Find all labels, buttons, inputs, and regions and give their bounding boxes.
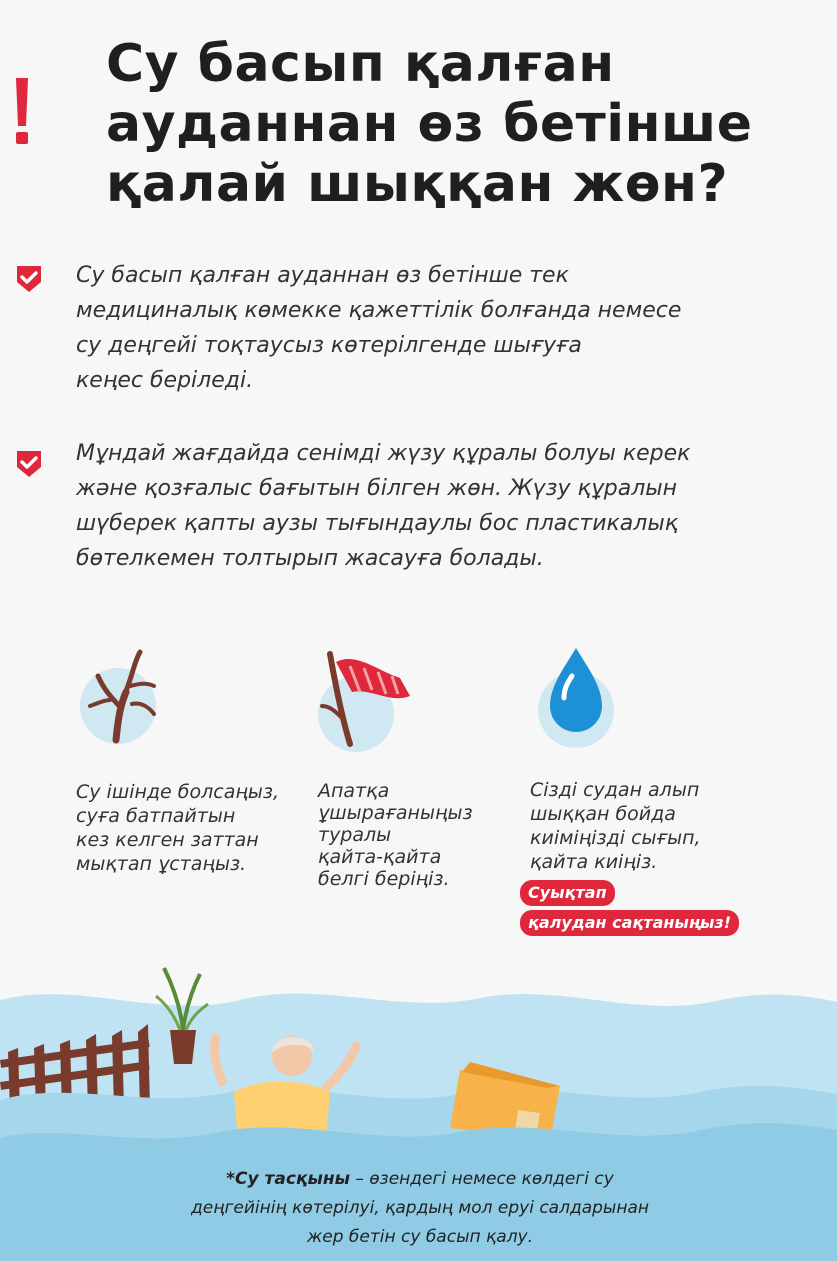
title-line-3: қалай шыққан жөн? xyxy=(106,154,729,214)
paragraph-line: су деңгейі тоқтаусыз көтерілгенде шығуға xyxy=(76,333,582,358)
warning-badge-line-1: Суықтап xyxy=(520,880,615,906)
tip-line: кез келген заттан xyxy=(76,829,259,851)
tip-line: Апатқа xyxy=(318,780,390,802)
paragraph-line: шүберек қапты аузы тығындаулы бос пластикалық xyxy=(76,511,678,536)
tip-line: мықтап ұстаңыз. xyxy=(76,853,247,875)
tip-line: қайта киіңіз. xyxy=(530,851,658,873)
footnote xyxy=(60,1165,780,1252)
footnote-term: *Су тасқыны xyxy=(226,1169,350,1189)
footnote-line-2: деңгейінің көтерілуі, қардың мол еруі салдарынан xyxy=(191,1198,649,1218)
info-paragraph-1 xyxy=(76,258,816,398)
tip-1 xyxy=(76,780,279,876)
exclamation-icon xyxy=(13,78,31,146)
paragraph-line: медициналық көмекке қажеттілік болғанда немесе xyxy=(76,298,682,323)
footnote-line-3: жер бетін су басып қалу. xyxy=(306,1227,534,1247)
shield-check-icon xyxy=(13,262,45,294)
info-paragraph-2 xyxy=(76,436,816,576)
tip-line: туралы xyxy=(318,824,392,846)
tip-2 xyxy=(318,780,473,890)
page-title xyxy=(106,34,826,214)
paragraph-line: кеңес беріледі. xyxy=(76,368,254,393)
tip-line: белгі беріңіз. xyxy=(318,868,450,890)
shield-check-icon xyxy=(13,447,45,479)
tip-line: Су ішінде болсаңыз, xyxy=(76,781,280,803)
tip-line: суға батпайтын xyxy=(76,805,236,827)
warning-badge-line-2: қалудан сақтаныңыз! xyxy=(520,910,739,936)
footnote-line-1 xyxy=(60,1165,780,1194)
water-drop-icon xyxy=(530,642,630,752)
tip-line: Сізді судан алып xyxy=(530,779,700,801)
paragraph-line: Су басып қалған ауданнан өз бетінше тек xyxy=(76,263,569,288)
tip-line: шыққан бойда xyxy=(530,803,676,825)
tip-line: ұшырағаныңыз xyxy=(318,802,473,824)
branch-icon xyxy=(74,648,164,748)
title-line-1: Су басып қалған xyxy=(106,34,615,94)
tip-line: қайта-қайта xyxy=(318,846,442,868)
paragraph-line: және қозғалыс бағытын білген жөн. Жүзу құралын xyxy=(76,476,678,501)
tip-3 xyxy=(530,778,701,874)
paragraph-line: бөтелкемен толтырып жасауға болады. xyxy=(76,546,544,571)
footnote-line-1-rest: – өзендегі немесе көлдегі су xyxy=(349,1169,614,1189)
flag-icon xyxy=(312,648,422,758)
paragraph-line: Мұндай жағдайда сенімді жүзу құралы болуы керек xyxy=(76,441,691,466)
title-line-2: ауданнан өз бетінше xyxy=(106,94,753,154)
tip-line: киіміңізді сығып, xyxy=(530,827,701,849)
